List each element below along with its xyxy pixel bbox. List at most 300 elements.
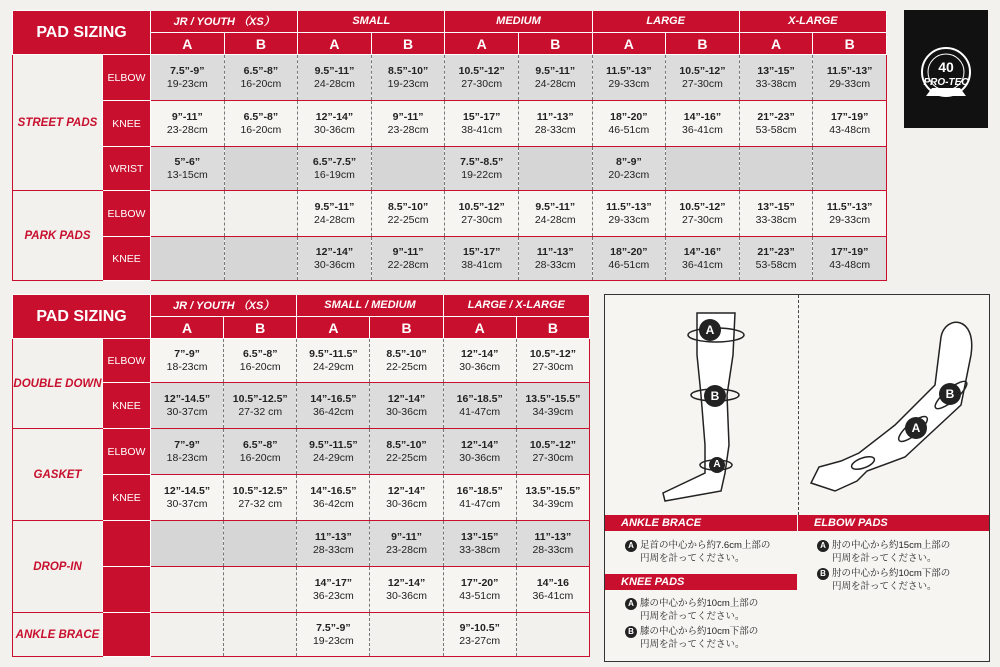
size-cm: 19-23cm — [312, 634, 354, 647]
size-cm: 36-23cm — [312, 589, 354, 602]
size-cm: 24-28cm — [314, 77, 355, 90]
size-inches: 11.5”-13” — [606, 200, 652, 213]
size-inches: 16”-18.5” — [456, 392, 503, 405]
table-row — [13, 339, 590, 383]
note-text: 円周を計ってください。 — [640, 638, 745, 650]
size-inches: 9.5”-11” — [314, 64, 355, 77]
size-cm: 28-33cm — [312, 543, 354, 556]
size-cm: 33-38cm — [755, 213, 797, 226]
size-cm: 24-28cm — [314, 213, 355, 226]
note-text: 肘の中心から約10cm下部の — [832, 568, 951, 579]
elbow-note-a — [817, 540, 950, 565]
part-knee: KNEE — [103, 383, 151, 429]
section-knee-pads: KNEE PADS — [605, 574, 797, 590]
size-inches: 8.5”-10” — [386, 438, 427, 451]
size-cm: 43-48cm — [829, 123, 871, 136]
size-cm: 27-32 cm — [238, 497, 283, 510]
size-inches: 13.5”-15.5” — [525, 392, 581, 405]
size-inches: 15”-17” — [462, 110, 501, 123]
size-inches: 14”-16.5” — [310, 484, 357, 497]
size-cm: 41-47cm — [459, 405, 501, 418]
size-cm: 28-33cm — [532, 543, 574, 556]
category-drop-in: DROP-IN — [13, 521, 103, 613]
size-cm: 30-36cm — [386, 405, 427, 418]
size-inches: 18”-20” — [610, 245, 648, 258]
size-cell — [298, 191, 372, 237]
size-cm: 23-28cm — [166, 123, 208, 136]
size-cm: 30-36cm — [459, 451, 501, 464]
ab-header-a: A — [445, 33, 519, 55]
size-cm: 33-38cm — [459, 543, 501, 556]
ab-header-b: B — [518, 33, 592, 55]
part-knee: KNEE — [103, 237, 151, 281]
logo-number: 40 — [938, 59, 954, 75]
size-inches: 9”-11” — [392, 245, 424, 258]
knee-note-a — [625, 598, 758, 623]
size-cm: 23-28cm — [386, 543, 427, 556]
size-cell — [370, 521, 443, 567]
size-cm: 30-36cm — [459, 360, 501, 373]
size-inches: 7.5”-9” — [316, 621, 351, 634]
table-row — [13, 237, 887, 281]
size-inches: 12”-14.5” — [164, 392, 211, 405]
size-inches: 13”-15” — [757, 64, 795, 77]
size-cell — [297, 339, 370, 383]
size-cell — [370, 429, 443, 475]
size-cm: 36-41cm — [682, 258, 723, 271]
size-cell — [298, 147, 372, 191]
pad-sizing-table-double-down-gasket — [12, 294, 590, 657]
size-cell — [516, 339, 589, 383]
size-cell — [151, 191, 225, 237]
size-cm: 16-19cm — [314, 168, 355, 181]
size-inches: 21”-23” — [757, 245, 795, 258]
table-row — [13, 613, 590, 657]
note-label: B — [817, 568, 829, 580]
elbow-marker-a: B — [939, 383, 961, 405]
size-cell — [224, 429, 297, 475]
note-text: 円周を計ってください。 — [832, 552, 937, 564]
size-cell — [298, 237, 372, 281]
size-cell — [151, 237, 225, 281]
size-cell — [813, 101, 887, 147]
size-cm: 36-42cm — [312, 405, 354, 418]
size-cm: 29-33cm — [829, 213, 871, 226]
size-cell — [151, 101, 225, 147]
size-cell — [516, 613, 589, 657]
size-cell — [445, 147, 519, 191]
size-cell — [224, 383, 297, 429]
size-cm: 30-36cm — [314, 258, 355, 271]
size-cell — [224, 147, 298, 191]
knee-marker-a: A — [699, 319, 721, 341]
size-cm: 33-38cm — [755, 77, 797, 90]
size-inches: 10.5”-12” — [529, 438, 576, 451]
size-cell — [516, 475, 589, 521]
leg-arm-illustration — [605, 295, 989, 515]
size-cm: 30-36cm — [386, 497, 427, 510]
size-cell — [592, 55, 666, 101]
size-cm: 22-28cm — [387, 258, 429, 271]
size-cell — [224, 101, 298, 147]
ab-header-b: B — [224, 33, 298, 55]
category-double-down: DOUBLE DOWN — [13, 339, 103, 429]
size-cell — [151, 475, 224, 521]
size-inches: 12”-14” — [315, 245, 354, 258]
part-blank — [103, 521, 151, 567]
size-cm: 30-37cm — [166, 405, 208, 418]
size-cell — [445, 101, 519, 147]
size-cell — [592, 147, 666, 191]
size-cell — [666, 55, 740, 101]
size-cell — [371, 237, 445, 281]
table-row — [13, 147, 887, 191]
size-cm: 43-48cm — [829, 258, 871, 271]
size-cm: 19-23cm — [166, 77, 208, 90]
size-cm: 36-41cm — [532, 589, 574, 602]
part-blank — [103, 613, 151, 657]
size-cell — [297, 567, 370, 613]
size-cell — [516, 429, 589, 475]
size-cm: 24-28cm — [534, 213, 576, 226]
table-row — [13, 429, 590, 475]
size-cell — [370, 383, 443, 429]
size-header-jr-youth: JR / YOUTH （XS） — [151, 295, 297, 317]
size-cell — [151, 429, 224, 475]
size-inches: 6.5”-8” — [243, 64, 279, 77]
size-cm: 36-42cm — [312, 497, 354, 510]
measurement-diagram — [604, 294, 990, 662]
logo-brand: PRO-TEC — [923, 77, 969, 88]
size-inches: 13”-15” — [461, 530, 499, 543]
size-cell — [518, 237, 592, 281]
part-elbow: ELBOW — [103, 191, 151, 237]
size-inches: 6.5”-8” — [243, 347, 278, 360]
size-cell — [370, 613, 443, 657]
size-cm: 53-58cm — [755, 123, 797, 136]
size-cell — [224, 55, 298, 101]
table-row — [13, 191, 887, 237]
size-cell — [445, 191, 519, 237]
size-inches: 9”-11” — [392, 110, 424, 123]
size-cm: 30-37cm — [166, 497, 208, 510]
ab-header-b: B — [370, 317, 443, 339]
size-cell — [224, 475, 297, 521]
size-inches: 6.5”-8” — [243, 110, 279, 123]
size-cell — [516, 521, 589, 567]
size-cm: 29-33cm — [608, 77, 650, 90]
size-cm: 46-51cm — [608, 123, 650, 136]
size-inches: 10.5”-12” — [679, 64, 726, 77]
size-inches: 11”-13” — [534, 530, 572, 543]
size-cm: 28-33cm — [534, 123, 576, 136]
ab-header-a: A — [297, 317, 370, 339]
size-cm: 38-41cm — [461, 258, 503, 271]
size-cell — [224, 191, 298, 237]
size-inches: 17”-20” — [461, 576, 499, 589]
size-cm: 19-23cm — [387, 77, 429, 90]
category-gasket: GASKET — [13, 429, 103, 521]
size-cell — [151, 567, 224, 613]
size-cm: 27-30cm — [461, 77, 503, 90]
note-label: A — [625, 540, 637, 552]
size-cell — [443, 429, 516, 475]
size-inches: 5”-6” — [174, 155, 201, 168]
size-cm: 18-23cm — [166, 451, 208, 464]
size-cm: 46-51cm — [608, 258, 650, 271]
note-label: A — [817, 540, 829, 552]
size-inches: 16”-18.5” — [456, 484, 503, 497]
section-ankle-brace: ANKLE BRACE — [605, 515, 797, 531]
size-cell — [666, 101, 740, 147]
size-inches: 17”-19” — [830, 245, 869, 258]
size-cell — [151, 521, 224, 567]
size-inches: 10.5”-12.5” — [232, 484, 288, 497]
size-cell — [518, 55, 592, 101]
category-park-pads: PARK PADS — [13, 191, 103, 281]
size-cm: 22-25cm — [386, 451, 427, 464]
size-inches: 11”-13” — [315, 530, 352, 543]
size-cell — [370, 339, 443, 383]
ab-header-a: A — [443, 317, 516, 339]
size-cell — [518, 147, 592, 191]
size-inches: 11.5”-13” — [826, 200, 873, 213]
note-text: 円周を計ってください。 — [640, 552, 745, 564]
size-inches: 11.5”-13” — [826, 64, 873, 77]
part-elbow: ELBOW — [103, 55, 151, 101]
size-cm: 22-25cm — [387, 213, 429, 226]
size-inches: 12”-14” — [315, 110, 354, 123]
size-header-medium: MEDIUM — [445, 11, 592, 33]
size-cm: 29-33cm — [829, 77, 871, 90]
size-cm: 36-41cm — [682, 123, 723, 136]
size-cell — [518, 191, 592, 237]
size-header-x-large: X-LARGE — [739, 11, 886, 33]
note-text: 円周を計ってください。 — [832, 580, 937, 592]
size-cell — [739, 55, 813, 101]
table-title: PAD SIZING — [13, 295, 151, 339]
size-cm: 30-36cm — [314, 123, 355, 136]
size-cell — [151, 147, 225, 191]
size-cell — [516, 567, 589, 613]
size-cell — [592, 237, 666, 281]
size-inches: 13.5”-15.5” — [525, 484, 581, 497]
size-cell — [813, 191, 887, 237]
size-cell — [224, 521, 297, 567]
size-inches: 9.5”-11.5” — [309, 347, 358, 360]
size-inches: 6.5”-8” — [243, 438, 278, 451]
size-inches: 14”-16” — [683, 110, 722, 123]
size-cm: 16-20cm — [239, 360, 281, 373]
size-inches: 7”-9” — [174, 347, 200, 360]
size-cm: 27-30cm — [682, 213, 723, 226]
size-inches: 17”-19” — [830, 110, 869, 123]
size-inches: 9.5”-11” — [314, 200, 355, 213]
size-cm: 13-15cm — [166, 168, 208, 181]
size-cell — [297, 429, 370, 475]
size-inches: 18”-20” — [610, 110, 648, 123]
size-cm: 38-41cm — [461, 123, 503, 136]
size-cm: 16-20cm — [240, 77, 282, 90]
size-inches: 6.5”-7.5” — [312, 155, 357, 168]
category-street-pads: STREET PADS — [13, 55, 103, 191]
note-text: 足首の中心から約7.6cm上部の — [640, 540, 771, 551]
part-elbow: ELBOW — [103, 429, 151, 475]
size-cell — [151, 383, 224, 429]
size-cm: 18-23cm — [166, 360, 208, 373]
size-inches: 14”-16.5” — [310, 392, 357, 405]
size-cell — [445, 237, 519, 281]
size-inches: 14”-16 — [536, 576, 569, 589]
size-cm: 29-33cm — [608, 213, 650, 226]
size-cell — [739, 147, 813, 191]
size-cell — [813, 147, 887, 191]
size-cell — [443, 567, 516, 613]
ab-header-b: B — [813, 33, 887, 55]
size-cell — [592, 191, 666, 237]
note-label: B — [625, 626, 637, 638]
size-inches: 9”-11” — [171, 110, 203, 123]
size-cell — [445, 55, 519, 101]
size-inches: 7”-9” — [174, 438, 200, 451]
ab-header-b: B — [516, 317, 589, 339]
size-cell — [739, 237, 813, 281]
size-cm: 24-28cm — [534, 77, 576, 90]
part-knee: KNEE — [103, 475, 151, 521]
size-cm: 28-33cm — [534, 258, 576, 271]
size-cm: 27-30cm — [532, 360, 574, 373]
size-cell — [443, 521, 516, 567]
size-cm: 27-32 cm — [238, 405, 283, 418]
section-elbow-pads: ELBOW PADS — [798, 515, 989, 531]
size-cell — [371, 101, 445, 147]
pad-sizing-table-street-park — [12, 10, 887, 281]
size-cell — [371, 55, 445, 101]
size-cell — [666, 191, 740, 237]
size-inches: 10.5”-12” — [529, 347, 576, 360]
size-cell — [224, 339, 297, 383]
size-cell — [224, 613, 297, 657]
table-title: PAD SIZING — [13, 11, 151, 55]
size-inches: 12”-14” — [387, 576, 426, 589]
size-cell — [297, 475, 370, 521]
size-cell — [813, 237, 887, 281]
part-knee: KNEE — [103, 101, 151, 147]
size-cell — [666, 237, 740, 281]
size-cell — [371, 147, 445, 191]
size-cell — [298, 55, 372, 101]
size-inches: 7.5”-8.5” — [460, 155, 504, 168]
size-cell — [443, 383, 516, 429]
size-cm: 27-30cm — [682, 77, 723, 90]
ab-header-a: A — [592, 33, 666, 55]
size-inches: 12”-14” — [461, 347, 499, 360]
note-label: A — [625, 598, 637, 610]
note-text: 膝の中心から約10cm上部の — [640, 598, 759, 609]
note-text: 膝の中心から約10cm下部の — [640, 626, 759, 637]
size-inches: 12”-14” — [387, 392, 426, 405]
size-cm: 24-29cm — [312, 360, 354, 373]
ab-header-b: B — [666, 33, 740, 55]
size-header-small-medium: SMALL / MEDIUM — [297, 295, 443, 317]
note-text: 肘の中心から約15cm上部の — [832, 540, 951, 551]
ab-header-a: A — [151, 317, 224, 339]
size-cell — [813, 55, 887, 101]
size-inches: 9”-10.5” — [459, 621, 500, 634]
size-inches: 12”-14” — [387, 484, 426, 497]
size-cell — [518, 101, 592, 147]
size-cm: 24-29cm — [312, 451, 354, 464]
ankle-note-a — [625, 540, 770, 565]
size-inches: 12”-14” — [461, 438, 499, 451]
size-cm: 34-39cm — [532, 497, 574, 510]
size-inches: 9.5”-11” — [535, 200, 576, 213]
size-cell — [224, 237, 298, 281]
size-cell — [370, 567, 443, 613]
pro-tec-40-logo — [904, 10, 988, 128]
size-cm: 53-58cm — [755, 258, 797, 271]
size-header-small: SMALL — [298, 11, 445, 33]
knee-note-b — [625, 626, 758, 651]
size-inches: 13”-15” — [757, 200, 795, 213]
ab-header-a: A — [151, 33, 225, 55]
note-text: 円周を計ってください。 — [640, 610, 745, 622]
size-inches: 8”-9” — [616, 155, 642, 168]
size-inches: 9.5”-11” — [535, 64, 576, 77]
size-inches: 14”-17” — [314, 576, 353, 589]
size-header-jr-youth: JR / YOUTH （XS） — [151, 11, 298, 33]
size-cm: 19-22cm — [461, 168, 503, 181]
size-cm: 16-20cm — [239, 451, 281, 464]
size-inches: 7.5”-9” — [170, 64, 205, 77]
size-inches: 11.5”-13” — [606, 64, 652, 77]
size-cm: 22-25cm — [386, 360, 427, 373]
size-cell — [443, 339, 516, 383]
size-inches: 10.5”-12.5” — [232, 392, 288, 405]
size-inches: 10.5”-12” — [458, 64, 505, 77]
size-cell — [592, 101, 666, 147]
size-inches: 15”-17” — [462, 245, 501, 258]
table-row — [13, 521, 590, 567]
table-row — [13, 55, 887, 101]
size-inches: 11”-13” — [536, 110, 574, 123]
size-cell — [224, 567, 297, 613]
ab-header-b: B — [371, 33, 445, 55]
size-cell — [443, 613, 516, 657]
size-inches: 9”-11” — [391, 530, 423, 543]
size-cm: 27-30cm — [532, 451, 574, 464]
size-cell — [666, 147, 740, 191]
size-cm: 27-30cm — [461, 213, 503, 226]
elbow-note-b — [817, 568, 950, 593]
size-cell — [151, 55, 225, 101]
size-cm: 30-36cm — [386, 589, 427, 602]
size-cell — [297, 383, 370, 429]
size-inches: 10.5”-12” — [679, 200, 726, 213]
part-blank — [103, 567, 151, 613]
part-elbow: ELBOW — [103, 339, 151, 383]
size-cell — [739, 191, 813, 237]
ab-header-a: A — [298, 33, 372, 55]
size-cm: 34-39cm — [532, 405, 574, 418]
ab-header-a: A — [739, 33, 813, 55]
ab-header-b: B — [224, 317, 297, 339]
size-inches: 9.5”-11.5” — [309, 438, 358, 451]
size-inches: 14”-16” — [683, 245, 722, 258]
size-cell — [297, 521, 370, 567]
size-cell — [371, 191, 445, 237]
size-cm: 43-51cm — [459, 589, 501, 602]
